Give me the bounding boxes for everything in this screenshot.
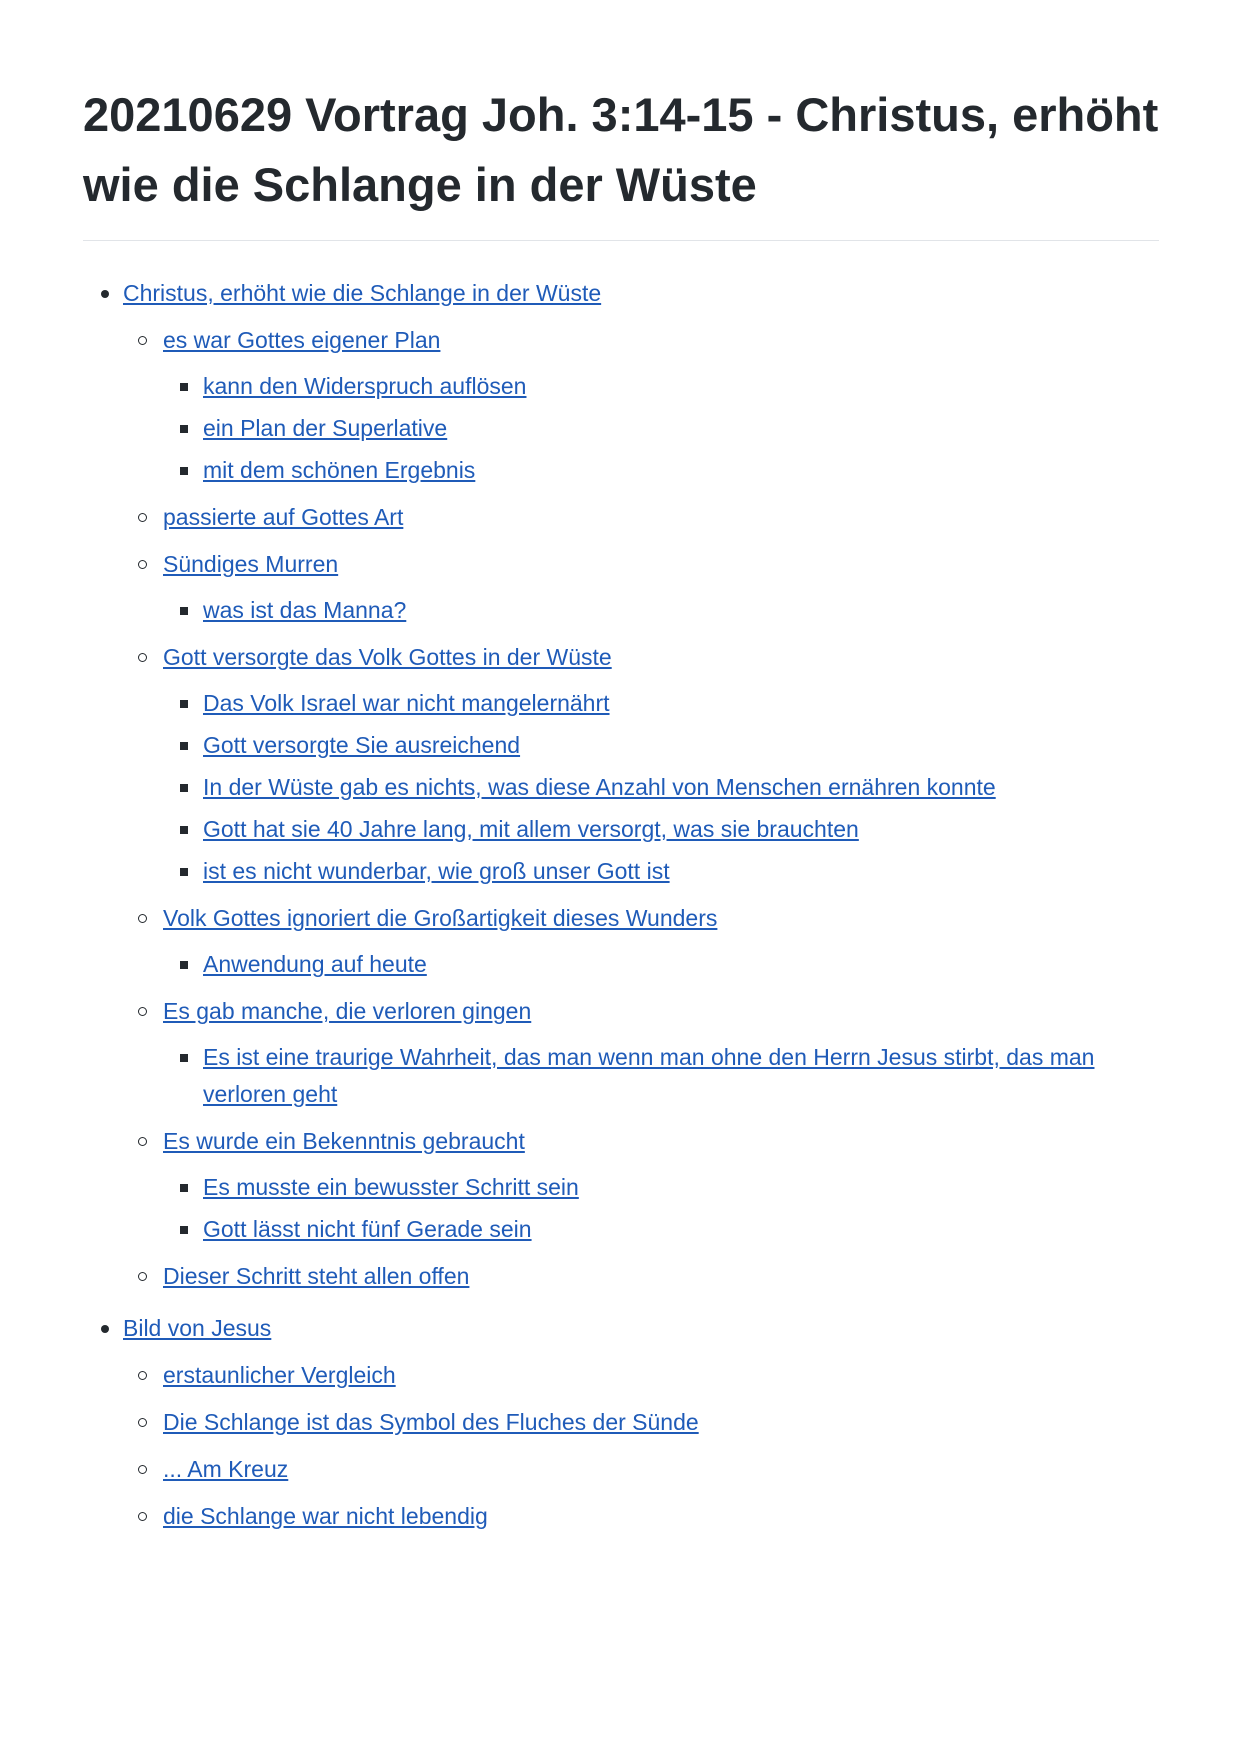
page-title: 20210629 Vortrag Joh. 3:14-15 - Christus, erhöht wie die Schlange in der Wüste bbox=[83, 80, 1159, 241]
bullet-square-icon bbox=[180, 826, 188, 834]
bullet-square-icon bbox=[180, 1226, 188, 1234]
outline-item-l2 bbox=[163, 546, 1159, 629]
bullet-square-icon bbox=[180, 1054, 188, 1062]
bullet-circle-icon bbox=[138, 1371, 147, 1380]
bullet-square-icon bbox=[180, 868, 188, 876]
outline-item-l2 bbox=[163, 1404, 1159, 1441]
outline-item-l3 bbox=[203, 946, 1159, 983]
bullet-circle-icon bbox=[138, 1465, 147, 1474]
bullet-square-icon bbox=[180, 961, 188, 969]
outline-sublist bbox=[163, 946, 1159, 983]
bullet-square-icon bbox=[180, 425, 188, 433]
outline-link[interactable]: Bild von Jesus bbox=[123, 1315, 272, 1341]
outline-item-l3 bbox=[203, 452, 1159, 489]
outline-link[interactable]: Es wurde ein Bekenntnis gebraucht bbox=[163, 1128, 525, 1154]
outline-item-l3 bbox=[203, 368, 1159, 405]
outline-sublist bbox=[163, 1039, 1159, 1113]
outline-item-l3 bbox=[203, 1169, 1159, 1206]
bullet-circle-icon bbox=[138, 560, 147, 569]
outline-link[interactable]: es war Gottes eigener Plan bbox=[163, 327, 441, 353]
outline-item-l3 bbox=[203, 410, 1159, 447]
outline-link[interactable]: passierte auf Gottes Art bbox=[163, 504, 404, 530]
outline-item-l3 bbox=[203, 811, 1159, 848]
bullet-circle-icon bbox=[138, 1272, 147, 1281]
outline-link[interactable]: Gott versorgte das Volk Gottes in der Wüste bbox=[163, 644, 612, 670]
outline-sublist bbox=[163, 685, 1159, 890]
bullet-circle-icon bbox=[138, 1512, 147, 1521]
outline-link[interactable]: Die Schlange ist das Symbol des Fluches der Sünde bbox=[163, 1409, 699, 1435]
bullet-circle-icon bbox=[138, 653, 147, 662]
outline-link[interactable]: was ist das Manna? bbox=[203, 597, 407, 623]
bullet-disc-icon bbox=[101, 1325, 109, 1333]
outline-item-l2 bbox=[163, 1258, 1159, 1295]
outline-item-l3 bbox=[203, 853, 1159, 890]
bullet-disc-icon bbox=[101, 290, 109, 298]
outline-link[interactable]: Das Volk Israel war nicht mangelernährt bbox=[203, 690, 610, 716]
outline-link[interactable]: ... Am Kreuz bbox=[163, 1456, 289, 1482]
outline-item-l1 bbox=[123, 1310, 1159, 1535]
outline-link[interactable]: mit dem schönen Ergebnis bbox=[203, 457, 476, 483]
outline-sublist bbox=[123, 322, 1159, 1295]
outline-sublist bbox=[163, 592, 1159, 629]
outline-item-l2 bbox=[163, 322, 1159, 489]
outline-link[interactable]: Es ist eine traurige Wahrheit, das man wenn man ohne den Herrn Jesus stirbt, das man verloren geht bbox=[203, 1044, 1095, 1107]
outline-link[interactable]: In der Wüste gab es nichts, was diese Anzahl von Menschen ernähren konnte bbox=[203, 774, 996, 800]
outline-link[interactable]: Christus, erhöht wie die Schlange in der Wüste bbox=[123, 280, 602, 306]
outline-link[interactable]: Dieser Schritt steht allen offen bbox=[163, 1263, 470, 1289]
bullet-square-icon bbox=[180, 784, 188, 792]
bullet-square-icon bbox=[180, 1184, 188, 1192]
bullet-square-icon bbox=[180, 700, 188, 708]
outline-item-l2 bbox=[163, 499, 1159, 536]
outline-item-l3 bbox=[203, 769, 1159, 806]
outline-item-l1 bbox=[123, 275, 1159, 1295]
outline-item-l2 bbox=[163, 1498, 1159, 1535]
outline-item-l2 bbox=[163, 1451, 1159, 1488]
outline-link[interactable]: Es musste ein bewusster Schritt sein bbox=[203, 1174, 579, 1200]
outline-link[interactable]: die Schlange war nicht lebendig bbox=[163, 1503, 488, 1529]
bullet-square-icon bbox=[180, 383, 188, 391]
outline-link[interactable]: Gott versorgte Sie ausreichend bbox=[203, 732, 521, 758]
outline-item-l3 bbox=[203, 685, 1159, 722]
outline-link[interactable]: ist es nicht wunderbar, wie groß unser Gott ist bbox=[203, 858, 670, 884]
outline-item-l3 bbox=[203, 1039, 1159, 1113]
outline-sublist bbox=[163, 1169, 1159, 1248]
outline-item-l2 bbox=[163, 1123, 1159, 1248]
outline-item-l2 bbox=[163, 900, 1159, 983]
bullet-square-icon bbox=[180, 607, 188, 615]
bullet-circle-icon bbox=[138, 513, 147, 522]
bullet-circle-icon bbox=[138, 1007, 147, 1016]
outline-link[interactable]: Volk Gottes ignoriert die Großartigkeit dieses Wunders bbox=[163, 905, 718, 931]
bullet-square-icon bbox=[180, 742, 188, 750]
bullet-circle-icon bbox=[138, 336, 147, 345]
outline-link[interactable]: Gott hat sie 40 Jahre lang, mit allem versorgt, was sie brauchten bbox=[203, 816, 859, 842]
outline-link[interactable]: Anwendung auf heute bbox=[203, 951, 427, 977]
bullet-circle-icon bbox=[138, 914, 147, 923]
outline-item-l3 bbox=[203, 1211, 1159, 1248]
outline-item-l3 bbox=[203, 592, 1159, 629]
outline-link[interactable]: erstaunlicher Vergleich bbox=[163, 1362, 396, 1388]
outline-item-l2 bbox=[163, 639, 1159, 890]
outline-sublist bbox=[123, 1357, 1159, 1535]
bullet-circle-icon bbox=[138, 1418, 147, 1427]
outline-item-l3 bbox=[203, 727, 1159, 764]
document-page bbox=[83, 80, 1159, 1535]
outline-item-l2 bbox=[163, 1357, 1159, 1394]
outline-list bbox=[83, 275, 1159, 1535]
bullet-circle-icon bbox=[138, 1137, 147, 1146]
outline-sublist bbox=[163, 368, 1159, 489]
outline-link[interactable]: ein Plan der Superlative bbox=[203, 415, 448, 441]
bullet-square-icon bbox=[180, 467, 188, 475]
outline-link[interactable]: Gott lässt nicht fünf Gerade sein bbox=[203, 1216, 532, 1242]
outline-link[interactable]: Es gab manche, die verloren gingen bbox=[163, 998, 532, 1024]
outline-link[interactable]: kann den Widerspruch auflösen bbox=[203, 373, 527, 399]
outline-link[interactable]: Sündiges Murren bbox=[163, 551, 339, 577]
outline-item-l2 bbox=[163, 993, 1159, 1113]
